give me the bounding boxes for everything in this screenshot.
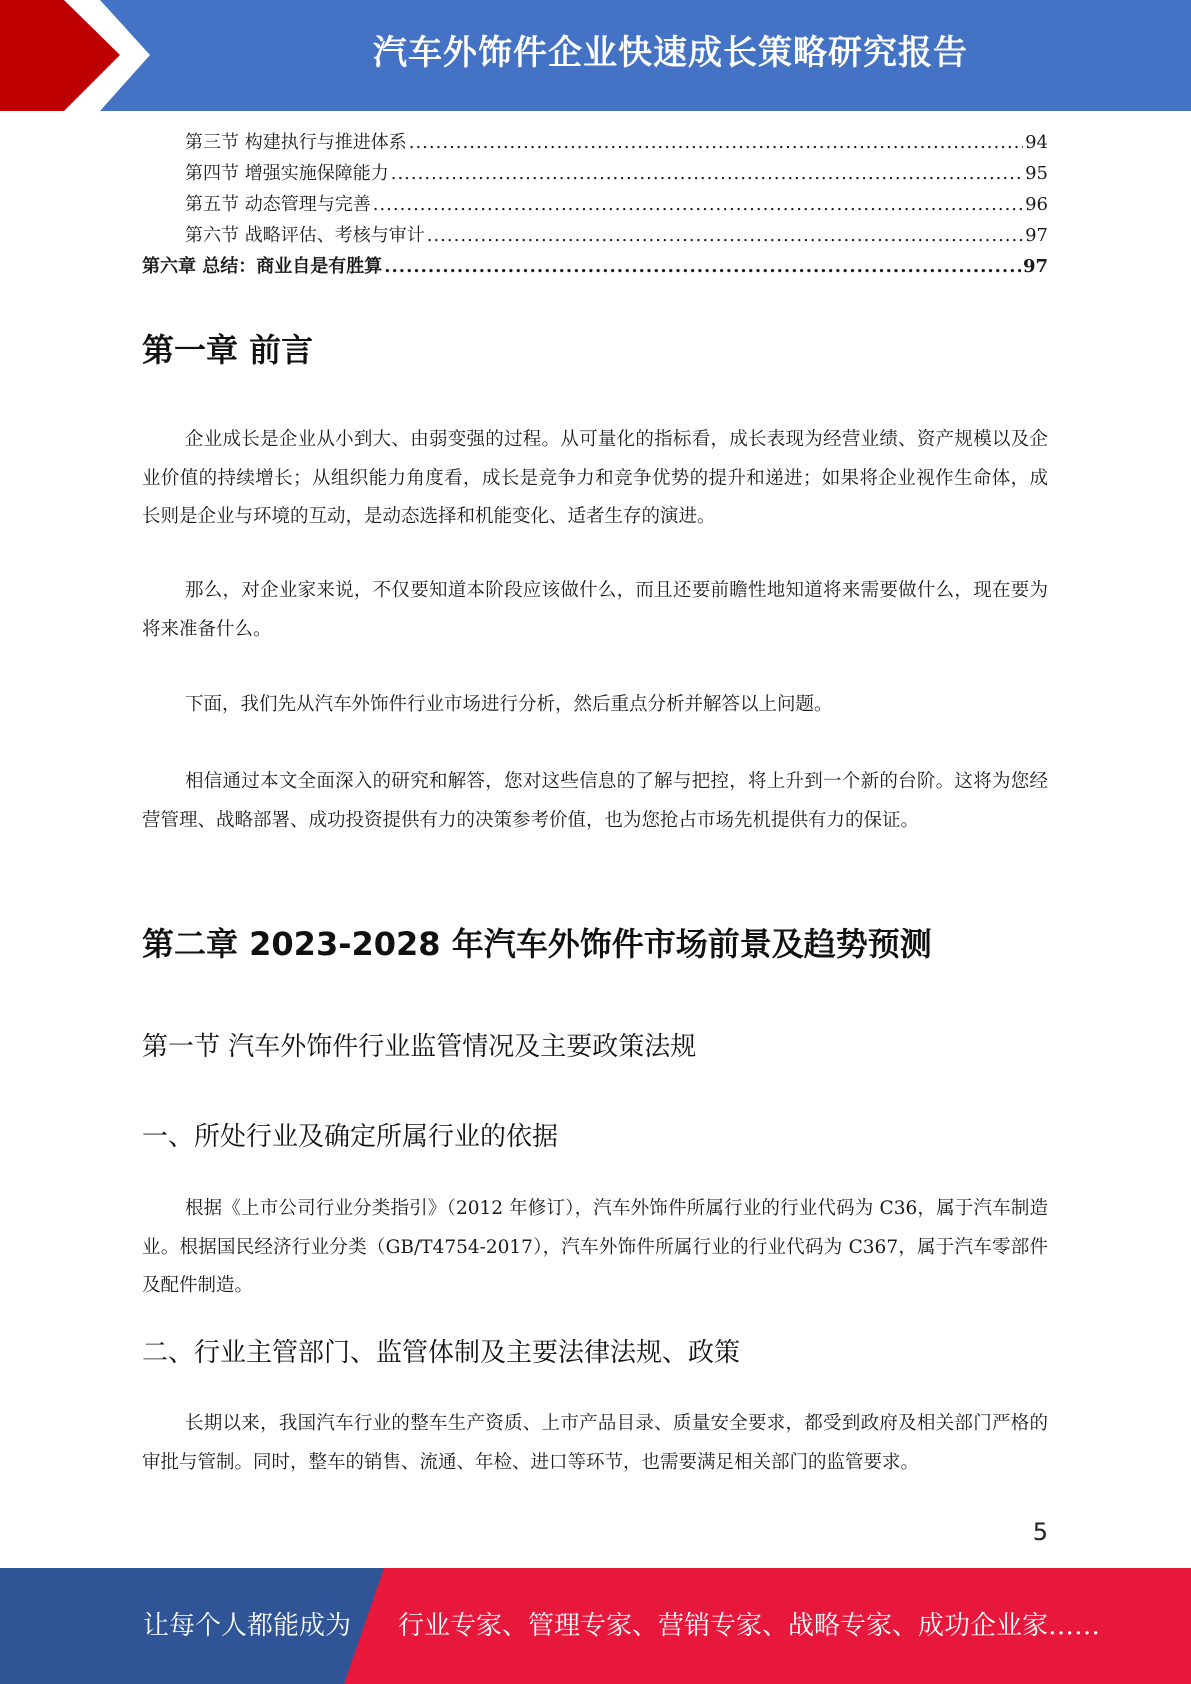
toc-entry-label: 第五节 动态管理与完善 [185,194,371,215]
footer-banner [0,1568,1191,1684]
toc-leader-dots [409,132,1023,153]
toc-entry[interactable] [142,128,1048,159]
footer-slogan-right: 行业专家、管理专家、营销专家、战略专家、成功企业家…… [398,1611,1101,1641]
toc-leader-dots [373,194,1023,215]
subsection-1-heading: 一、所处行业及确定所属行业的依据 [142,1122,559,1152]
paragraph: 相信通过本文全面深入的研究和解答，您对这些信息的了解与把控，将上升到一个新的台阶。这将为您经营管理、战略部署、成功投资提供有力的决策参考价值，也为您抢占市场先机提供有力的保证。 [142,771,1048,831]
toc-entry-page: 97 [1025,225,1048,246]
toc-entry-label: 第三节 构建执行与推进体系 [185,132,407,153]
paragraph: 下面，我们先从汽车外饰件行业市场进行分析，然后重点分析并解答以上问题。 [185,694,833,715]
paragraph: 长期以来，我国汽车行业的整车生产资质、上市产品目录、质量安全要求，都受到政府及相关部门严格的审批与管制。同时，整车的销售、流通、年检、进口等环节，也需要满足相关部门的监管要求。 [142,1413,1048,1473]
toc-entry-page: 95 [1025,163,1048,184]
toc-leader-dots [384,256,1021,277]
toc-entry-label: 第六节 战略评估、考核与审计 [185,225,425,246]
footer-slogan-left: 让每个人都能成为 [143,1611,352,1641]
toc-entry-page: 94 [1025,132,1048,153]
table-of-contents [142,128,1048,283]
paragraph: 那么，对企业家来说，不仅要知道本阶段应该做什么，而且还要前瞻性地知道将来需要做什么，现在要为将来准备什么。 [142,580,1048,640]
chapter-1-heading: 第一章 前言 [142,331,314,369]
report-title: 汽车外饰件企业快速成长策略研究报告 [373,33,968,73]
toc-entry-chapter[interactable] [142,252,1048,283]
page-number: 5 [1032,1518,1048,1546]
toc-entry[interactable] [142,159,1048,190]
paragraph: 根据《上市公司行业分类指引》（2012 年修订），汽车外饰件所属行业的行业代码为 C36，属于汽车制造业。根据国民经济行业分类（GB/T4754-2017），汽车外饰件所属行业的行业代码为 C367，属于汽车零部件及配件制造。 [142,1198,1048,1296]
paragraph: 企业成长是企业从小到大、由弱变强的过程。从可量化的指标看，成长表现为经营业绩、资产规模以及企业价值的持续增长；从组织能力角度看，成长是竞争力和竞争优势的提升和递进；如果将企业视作生命体，成长则是企业与环境的互动，是动态选择和机能变化、适者生存的演进。 [142,429,1048,527]
toc-leader-dots [427,225,1023,246]
header-banner [0,0,1191,111]
toc-entry[interactable] [142,221,1048,252]
toc-entry-page: 97 [1022,256,1048,277]
toc-entry-label: 第六章 总结：商业自是有胜算 [142,256,383,277]
subsection-2-heading: 二、行业主管部门、监管体制及主要法律法规、政策 [142,1338,741,1368]
section-1-heading: 第一节 汽车外饰件行业监管情况及主要政策法规 [142,1032,697,1062]
toc-entry-label: 第四节 增强实施保障能力 [185,163,389,184]
toc-entry[interactable] [142,190,1048,221]
toc-entry-page: 96 [1025,194,1048,215]
toc-leader-dots [391,163,1023,184]
chapter-2-heading: 第二章 2023-2028 年汽车外饰件市场前景及趋势预测 [142,925,932,963]
